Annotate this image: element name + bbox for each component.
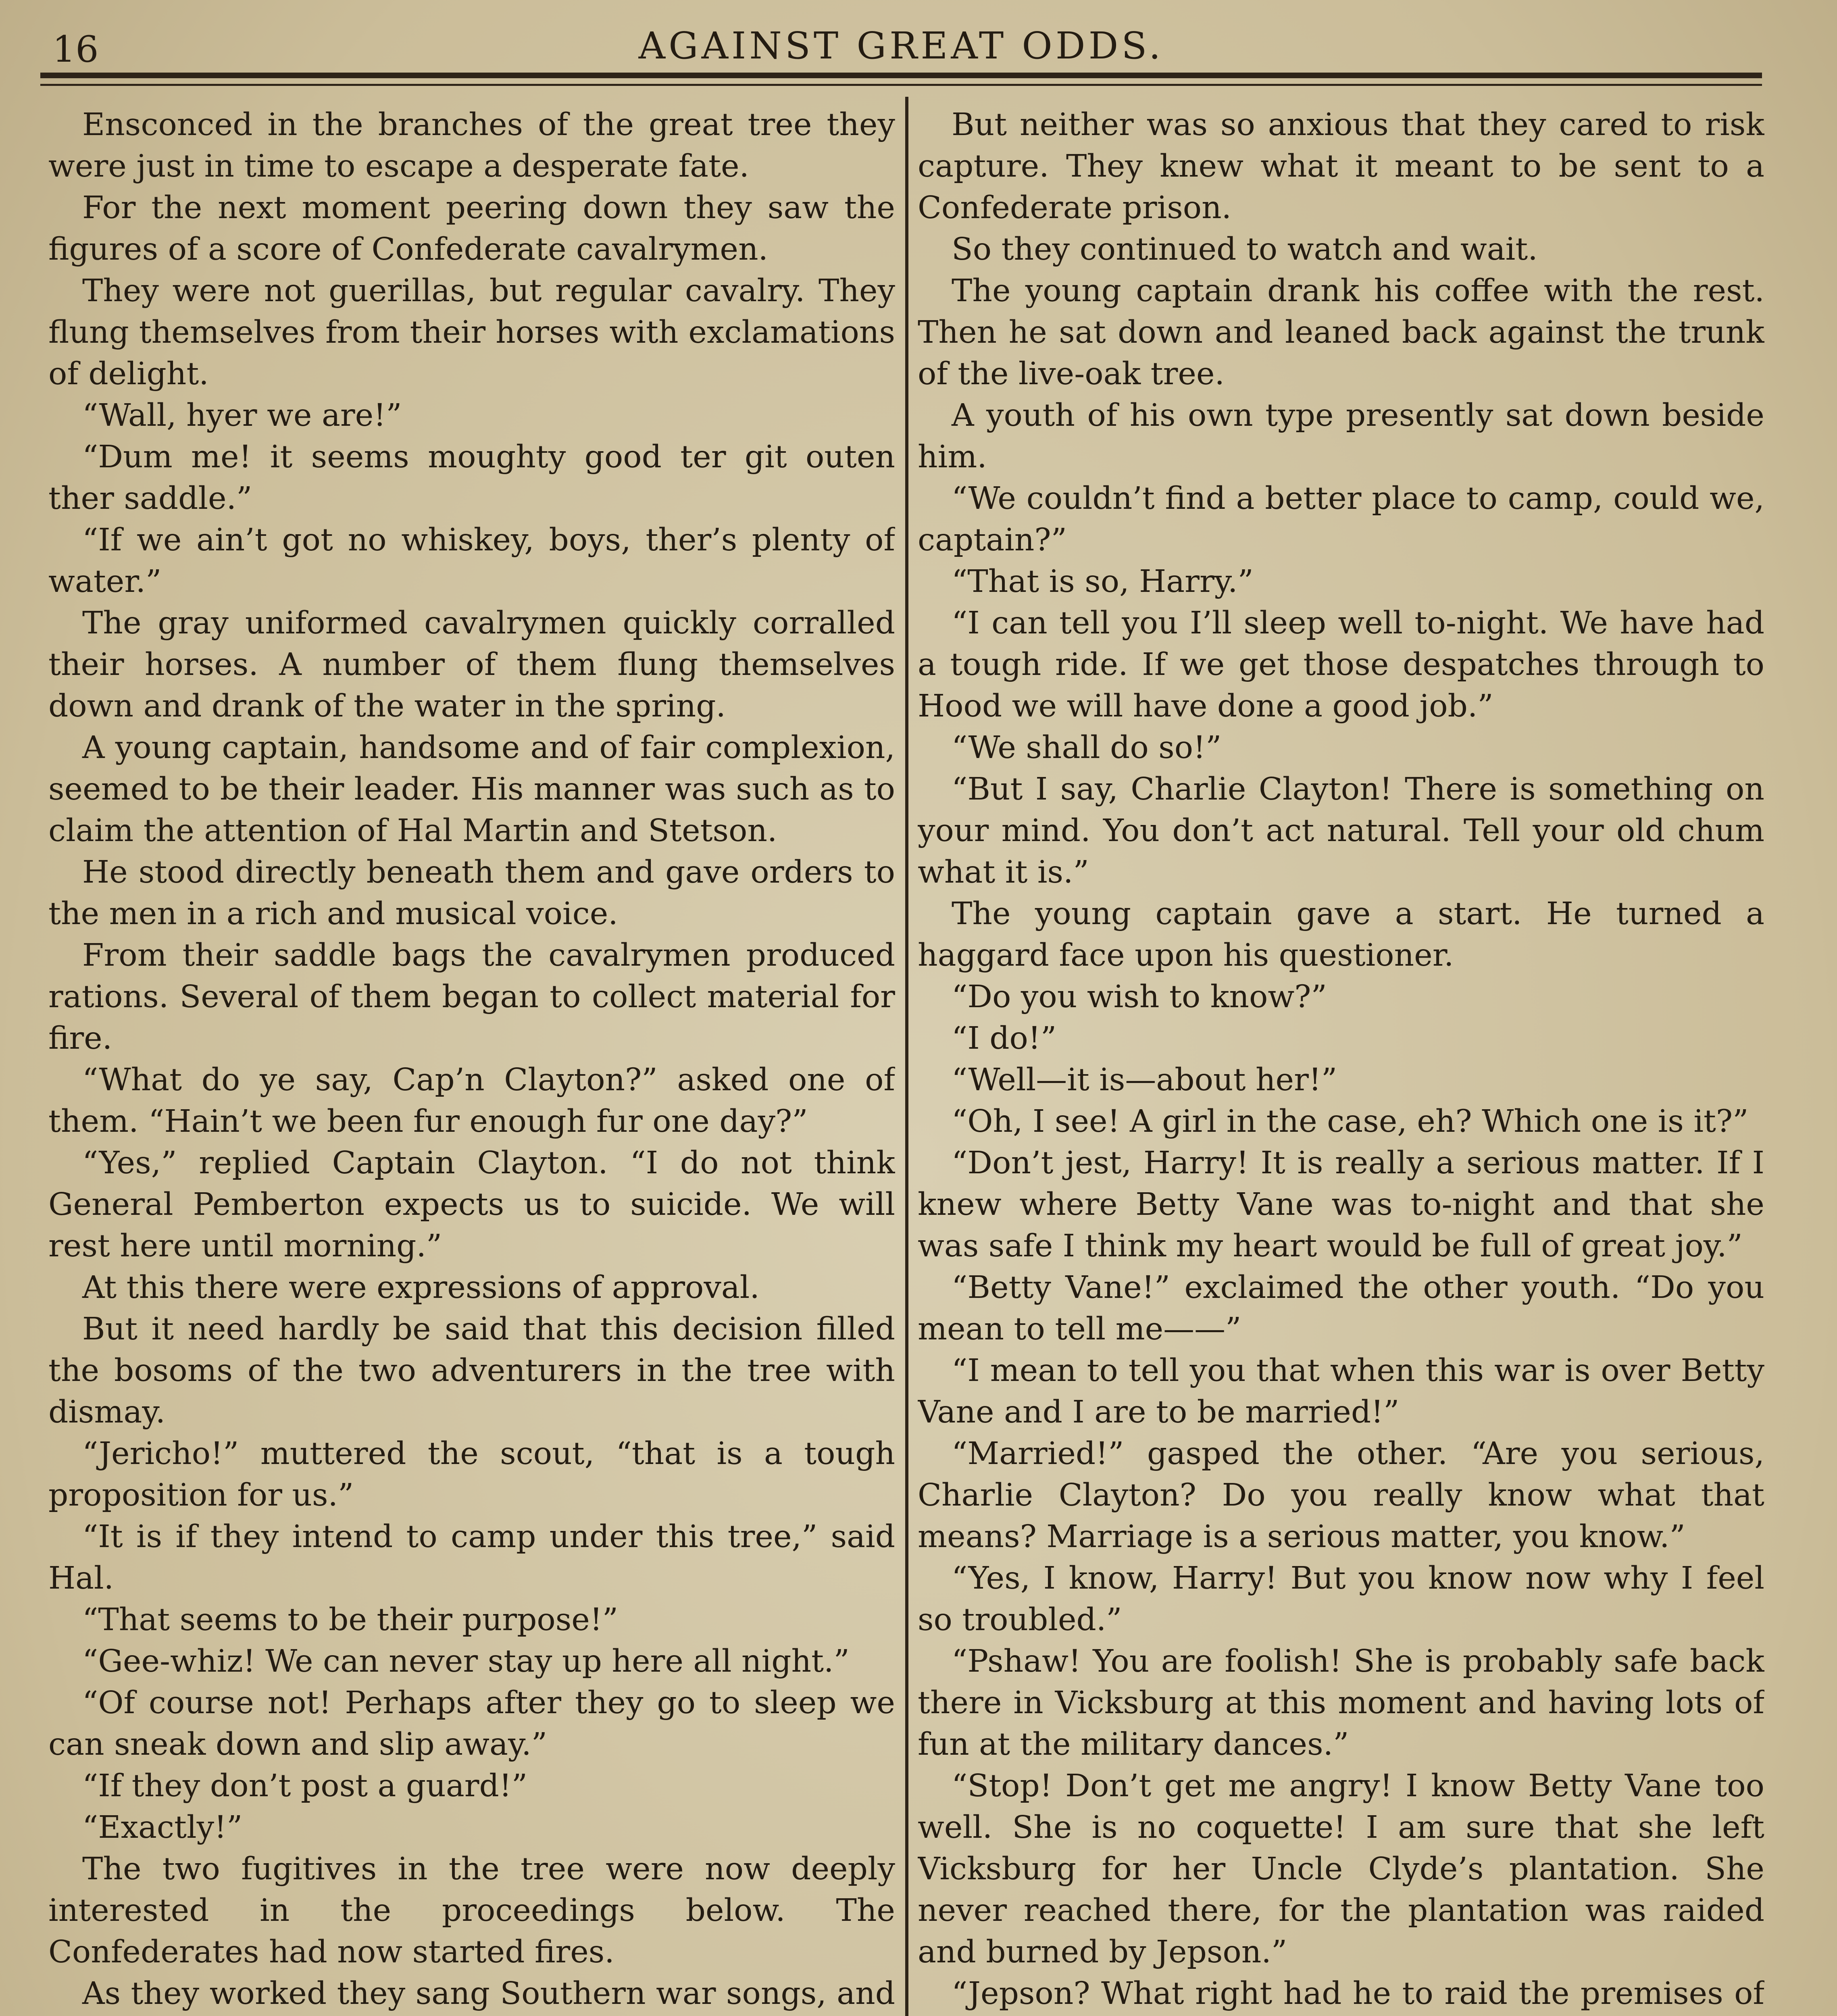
paragraph: The young captain drank his coffee with the rest. Then he sat down and leaned back against the trunk of the live-oak tree. bbox=[918, 273, 1764, 392]
left-column-body bbox=[48, 104, 895, 2016]
paragraph: As they worked they sang Southern war songs, and bbox=[82, 1976, 895, 2012]
paragraph: He stood directly beneath them and gave orders to the men in a rich and musical voice. bbox=[48, 854, 895, 932]
paragraph: “Of course not! Perhaps after they go to sleep we can sneak down and slip away.” bbox=[48, 1685, 895, 1762]
paragraph: “If we ain’t got no whiskey, boys, ther’s plenty of water.” bbox=[48, 522, 895, 600]
paragraph: “Yes, I know, Harry! But you know now why I feel so troubled.” bbox=[918, 1560, 1764, 1638]
paragraph: “Married!” gasped the other. “Are you serious, Charlie Clayton? Do you really know what that means? Marriage is a serious matter, you know.” bbox=[918, 1436, 1764, 1555]
paragraph: A young captain, handsome and of fair complexion, seemed to be their leader. His manner was such as to claim the attention of Hal Martin and Stetson. bbox=[48, 730, 895, 849]
paragraph: The gray uniformed cavalrymen quickly corralled their horses. A number of them flung themselves down and drank of the water in the spring. bbox=[48, 605, 895, 724]
paragraph: So they continued to watch and wait. bbox=[952, 231, 1538, 267]
header-rule-thick bbox=[40, 73, 1762, 78]
paragraph: The young captain gave a start. He turned a haggard face upon his questioner. bbox=[918, 896, 1764, 973]
right-column-body bbox=[918, 104, 1764, 2016]
paragraph: “Exactly!” bbox=[82, 1810, 243, 1845]
paragraph: Ensconced in the branches of the great tree they were just in time to escape a desperate fate. bbox=[48, 107, 895, 184]
paragraph: “That seems to be their purpose!” bbox=[82, 1602, 619, 1638]
paragraph: “We couldn’t find a better place to camp, could we, captain?” bbox=[918, 481, 1764, 558]
paragraph: “What do ye say, Cap’n Clayton?” asked one of them. “Hain’t we been fur enough fur one day?” bbox=[48, 1062, 895, 1139]
paragraph: “We shall do so!” bbox=[952, 730, 1222, 766]
page-header bbox=[36, 16, 1766, 73]
paragraph: They were not guerillas, but regular cavalry. They flung themselves from their horses with exclamations of delight. bbox=[48, 273, 895, 392]
paragraph: For the next moment peering down they saw the figures of a score of Confederate cavalrymen. bbox=[48, 190, 895, 267]
running-title: AGAINST GREAT ODDS. bbox=[638, 24, 1164, 67]
paragraph: “Jepson? What right had he to raid the premises of bbox=[952, 1976, 1764, 2012]
paragraph: But it need hardly be said that this decision filled the bosoms of the two adventurers in the tree with dismay. bbox=[48, 1311, 895, 1430]
paragraph: The two fugitives in the tree were now deeply interested in the proceedings below. The Confederates had now started fires. bbox=[48, 1851, 895, 1970]
paragraph: “Yes,” replied Captain Clayton. “I do not think General Pemberton expects us to suicide. We will rest here until morning.” bbox=[48, 1145, 895, 1264]
paragraph: “But I say, Charlie Clayton! There is something on your mind. You don’t act natural. Tell your old chum what it is.” bbox=[918, 771, 1764, 890]
paragraph: From their saddle bags the cavalrymen produced rations. Several of them began to collect material for fire. bbox=[48, 937, 895, 1056]
paragraph: “I can tell you I’ll sleep well to-night. We have had a tough ride. If we get those despatches through to Hood we will have done a good job.” bbox=[918, 605, 1764, 724]
paragraph: “Don’t jest, Harry! It is really a serious matter. If I knew where Betty Vane was to-night and that she was safe I think my heart would be full of great joy.” bbox=[918, 1145, 1764, 1264]
paragraph: At this there were expressions of approval. bbox=[82, 1270, 760, 1306]
paragraph: “Betty Vane!” exclaimed the other youth. “Do you mean to tell me——” bbox=[918, 1270, 1764, 1347]
paragraph: “If they don’t post a guard!” bbox=[82, 1768, 528, 1804]
right-column bbox=[918, 104, 1764, 2016]
column-divider bbox=[905, 97, 908, 2016]
paragraph: “Pshaw! You are foolish! She is probably safe back there in Vicksburg at this moment and having lots of fun at the military dances.” bbox=[918, 1643, 1764, 1762]
paragraph: “Well—it is—about her!” bbox=[952, 1062, 1337, 1098]
left-column bbox=[48, 104, 895, 2016]
paragraph: “It is if they intend to camp under this tree,” said Hal. bbox=[48, 1519, 895, 1596]
paragraph: “Wall, hyer we are!” bbox=[82, 398, 402, 433]
paragraph: “I mean to tell you that when this war is over Betty Vane and I are to be married!” bbox=[918, 1353, 1764, 1430]
paragraph: “Gee-whiz! We can never stay up here all night.” bbox=[82, 1643, 850, 1679]
paragraph: “That is so, Harry.” bbox=[952, 564, 1254, 600]
paragraph: But neither was so anxious that they cared to risk capture. They knew what it meant to be sent to a Confederate prison. bbox=[918, 107, 1764, 226]
paragraph: “Jericho!” muttered the scout, “that is a tough proposition for us.” bbox=[48, 1436, 895, 1513]
paragraph: A youth of his own type presently sat down beside him. bbox=[918, 398, 1764, 475]
paragraph: “Do you wish to know?” bbox=[952, 979, 1327, 1015]
paragraph: “Oh, I see! A girl in the case, eh? Which one is it?” bbox=[952, 1104, 1749, 1139]
paragraph: “Dum me! it seems moughty good ter git outen ther saddle.” bbox=[48, 439, 895, 516]
paragraph: “I do!” bbox=[952, 1020, 1057, 1056]
page-number: 16 bbox=[52, 28, 99, 71]
header-rule-thin bbox=[40, 84, 1762, 86]
paragraph: “Stop! Don’t get me angry! I know Betty Vane too well. She is no coquette! I am sure that she left Vicksburg for her Uncle Clyde’s plantation. She never reached there, for the plantation was raided and burned by Jepson.” bbox=[918, 1768, 1764, 1970]
